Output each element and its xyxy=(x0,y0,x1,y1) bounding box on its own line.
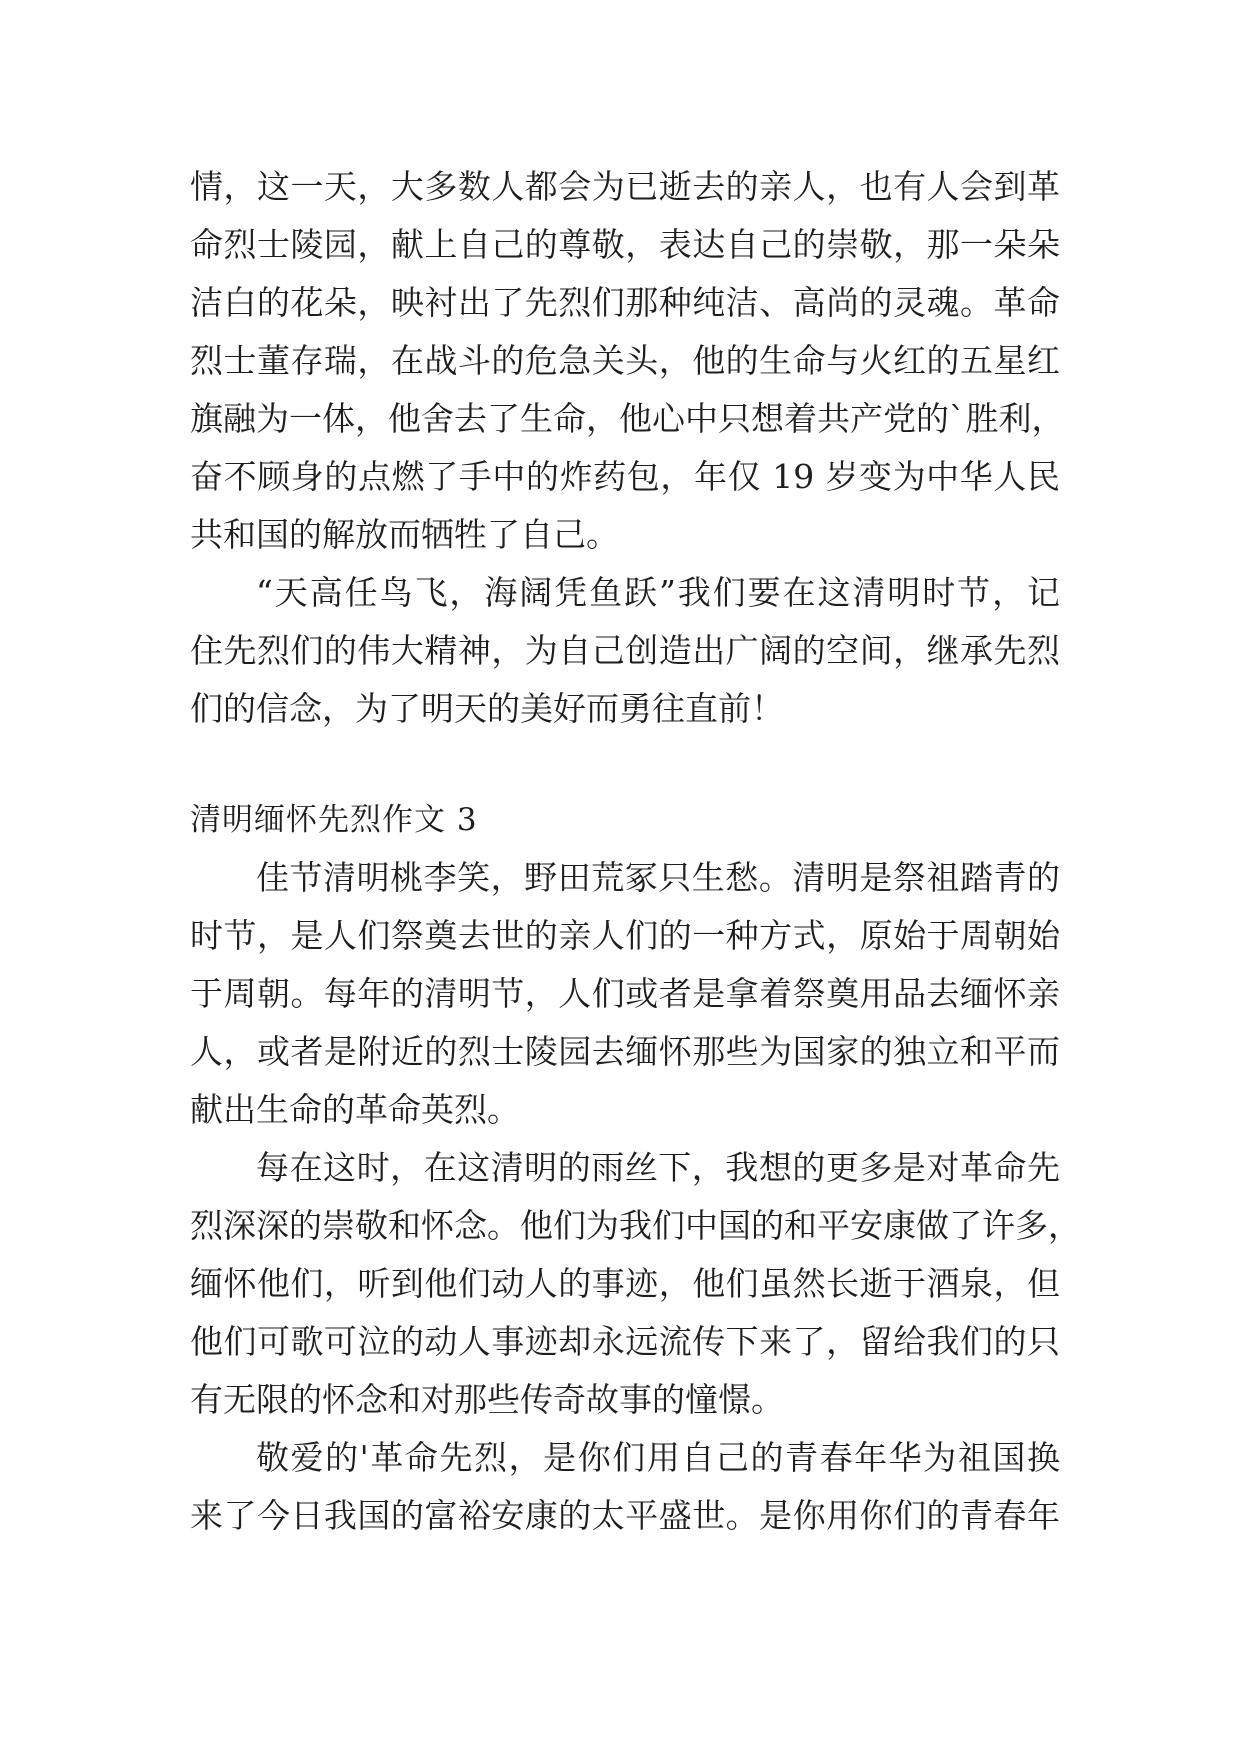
text-line: 佳节清明桃李笑，野田荒冢只生愁。清明是祭祖踏青的 xyxy=(256,858,1060,897)
text-line: 旗融为一体，他舍去了生命，他心中只想着共产党的`胜利， xyxy=(190,399,1065,438)
text-line: 烈深深的崇敬和怀念。他们为我们中国的和平安康做了许多， xyxy=(190,1206,1081,1245)
section-title: 清明缅怀先烈作文 3 xyxy=(190,802,478,838)
text-line: 于周朝。每年的清明节，人们或者是拿着祭奠用品去缅怀亲 xyxy=(190,974,1060,1013)
text-line: 共和国的解放而牺牲了自己。 xyxy=(190,515,619,554)
text-line: 们的信念，为了明天的美好而勇往直前！ xyxy=(190,689,784,728)
text-line: 人，或者是附近的烈士陵园去缅怀那些为国家的独立和平而 xyxy=(190,1032,1060,1071)
text-line: 献出生命的革命英烈。 xyxy=(190,1090,520,1129)
text-line: 住先烈们的伟大精神，为自己创造出广阔的空间，继承先烈 xyxy=(190,631,1060,670)
text-line: “天高任鸟飞，海阔凭鱼跃”我们要在这清明时节，记 xyxy=(256,573,1060,612)
text-line: 时节，是人们祭奠去世的亲人们的一种方式，原始于周朝始 xyxy=(190,916,1060,955)
text-line: 缅怀他们，听到他们动人的事迹，他们虽然长逝于酒泉，但 xyxy=(190,1264,1060,1303)
text-line: 烈士董存瑞，在战斗的危急关头，他的生命与火红的五星红 xyxy=(190,341,1060,380)
text-line: 有无限的怀念和对那些传奇故事的憧憬。 xyxy=(190,1380,784,1419)
text-line: 洁白的花朵，映衬出了先烈们那种纯洁、高尚的灵魂。革命 xyxy=(190,283,1060,322)
text-line: 情，这一天，大多数人都会为已逝去的亲人，也有人会到革 xyxy=(190,167,1060,206)
text-line: 每在这时，在这清明的雨丝下，我想的更多是对革命先 xyxy=(256,1148,1060,1187)
text-line: 他们可歌可泣的动人事迹却永远流传下来了，留给我们的只 xyxy=(190,1322,1060,1361)
text-line: 来了今日我国的富裕安康的太平盛世。是你用你们的青春年 xyxy=(190,1496,1060,1535)
text-line: 奋不顾身的点燃了手中的炸药包，年仅 19 岁变为中华人民 xyxy=(190,457,1060,496)
text-line: 命烈士陵园，献上自己的尊敬，表达自己的崇敬，那一朵朵 xyxy=(190,225,1060,264)
text-line: 敬爱的'革命先烈，是你们用自己的青春年华为祖国换 xyxy=(256,1438,1060,1477)
